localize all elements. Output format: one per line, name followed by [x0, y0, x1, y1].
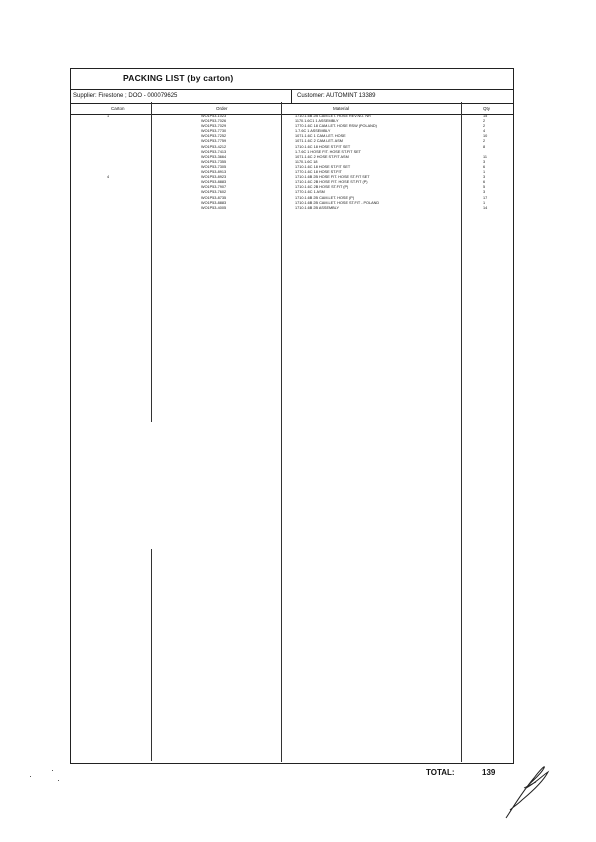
material-cell: 1710.1.6C 18 HOSE ST.FIT SET — [295, 164, 351, 169]
material-cell: 1170.1.6C1 1 ASSEMBLY — [295, 119, 339, 124]
qty-cell: 6 — [483, 164, 486, 169]
order-cell: WO1P53-7029 — [201, 124, 227, 129]
packing-list-sheet — [70, 68, 514, 764]
column-divider-carton-lower — [151, 549, 152, 761]
customer-info: Customer: AUTOMINT 13389 — [297, 93, 376, 99]
table-body — [71, 114, 513, 211]
qty-cell: 14 — [483, 205, 488, 210]
carton-cell: 4 — [107, 175, 110, 180]
order-cell: WO1P53-8883 — [201, 180, 227, 185]
qty-cell: 3 — [483, 190, 486, 195]
qty-cell: 11 — [483, 154, 487, 159]
material-cell: 1.7.6C 1 HOSE FIT. HOSE ST.FIT SET — [295, 149, 361, 154]
order-cell: WO1P53-7252 — [201, 134, 227, 139]
qty-cell: 2 — [483, 139, 486, 144]
qty-cell: 8 — [483, 144, 486, 149]
material-cell: 1710.1.6B 2B CAM.LET. HOSE REV.NO. NR — [295, 114, 371, 118]
scan-dot — [58, 780, 59, 781]
header-qty: Qty — [483, 106, 491, 111]
order-cell: WO1P53-7413 — [201, 149, 227, 154]
order-cell: WO1P53-4212 — [201, 144, 227, 149]
material-cell: 1770.1.6C 18 HOSE ST.FIT — [295, 170, 342, 175]
order-cell: WO1P53-8883 — [201, 200, 227, 205]
material-cell: 1770.1.6C 1 ASM — [295, 190, 325, 195]
header-carton: Carton — [111, 106, 125, 111]
scan-dot — [30, 776, 31, 777]
info-divider — [291, 90, 292, 103]
info-row — [71, 90, 513, 104]
signature — [500, 760, 552, 820]
material-cell: 1710.1.6B 2B HOSE FIT. HOSE ST.FIT SET — [295, 175, 370, 180]
order-cell: WO1P53-7355 — [201, 159, 227, 164]
material-cell: 1071.1.6C 2 CAM.LET. ASM — [295, 139, 343, 144]
header-material: Material — [333, 106, 350, 111]
material-cell: 1770.1.6C 18 CAM.LET. HOSE RSW (POLAND) — [295, 124, 377, 129]
material-cell: 1071.1.6C 2 HOSE ST.FIT ASM — [295, 154, 349, 159]
order-cell: WO1P53-7730 — [201, 129, 227, 134]
qty-cell: 4 — [483, 129, 486, 134]
order-cell: WO1P53-7305 — [201, 164, 227, 169]
header-order: Order — [216, 106, 228, 111]
supplier-info: Supplier: Firestone ; DOO - 000079625 — [73, 93, 178, 99]
qty-cell: 17 — [483, 195, 488, 200]
material-cell: 1710.1.6C 2B HOSE FIT. HOSE ST.FIT (P) — [295, 180, 368, 185]
total-label: TOTAL: — [426, 768, 455, 777]
qty-cell: 1 — [483, 170, 486, 175]
order-cell: WO1P53-7907 — [201, 185, 227, 190]
order-cell: WO1P53-7759 — [201, 139, 227, 144]
table-row — [71, 206, 513, 211]
qty-cell: 2 — [483, 119, 486, 124]
material-cell: 1710.1.6B 2B ASSEMBLY — [295, 205, 340, 210]
title-row — [71, 69, 513, 90]
qty-cell: 1 — [483, 200, 486, 205]
material-cell: 1.7.6C 1 ASSEMBLY — [295, 129, 331, 134]
material-cell: 1710.1.6C 2B HOSE ST.FIT (P) — [295, 185, 349, 190]
qty-cell: 2 — [483, 124, 486, 129]
material-cell: 1710.1.6B 2B CAM.LET. HOSE ST.FIT - POLAND — [295, 200, 380, 205]
order-cell: WO1P53-7602 — [201, 190, 227, 195]
order-cell: WO1P53-3664 — [201, 154, 227, 159]
qty-cell: 6 — [483, 180, 486, 185]
order-cell: WO1P53-1023 — [201, 114, 227, 118]
order-cell: WO1P53-7026 — [201, 119, 227, 124]
order-cell: WO1P53-8735 — [201, 195, 227, 200]
material-cell: 1710.1.6B 2B CAM.LET. HOSE (P) — [295, 195, 355, 200]
qty-cell: 15 — [483, 114, 488, 118]
page-title: PACKING LIST (by carton) — [123, 73, 234, 83]
qty-cell: 10 — [483, 134, 488, 139]
scan-dot — [52, 770, 53, 771]
order-cell: WO1P53-8913 — [201, 170, 227, 175]
qty-cell: 3 — [483, 175, 486, 180]
qty-cell: 5 — [483, 185, 486, 190]
order-cell: WO1P53-8923 — [201, 175, 227, 180]
qty-cell: 3 — [483, 159, 486, 164]
carton-cell: 1 — [107, 114, 110, 118]
material-cell: 1170.1.6C 18 — [295, 159, 318, 164]
order-cell: WO1P53-4005 — [201, 205, 227, 210]
material-cell: 1071.1.6C 1 CAM.LET. HOSE — [295, 134, 346, 139]
material-cell: 1710.1.6C 18 HOSE ST.FIT SET — [295, 144, 351, 149]
total-value: 139 — [482, 768, 496, 777]
